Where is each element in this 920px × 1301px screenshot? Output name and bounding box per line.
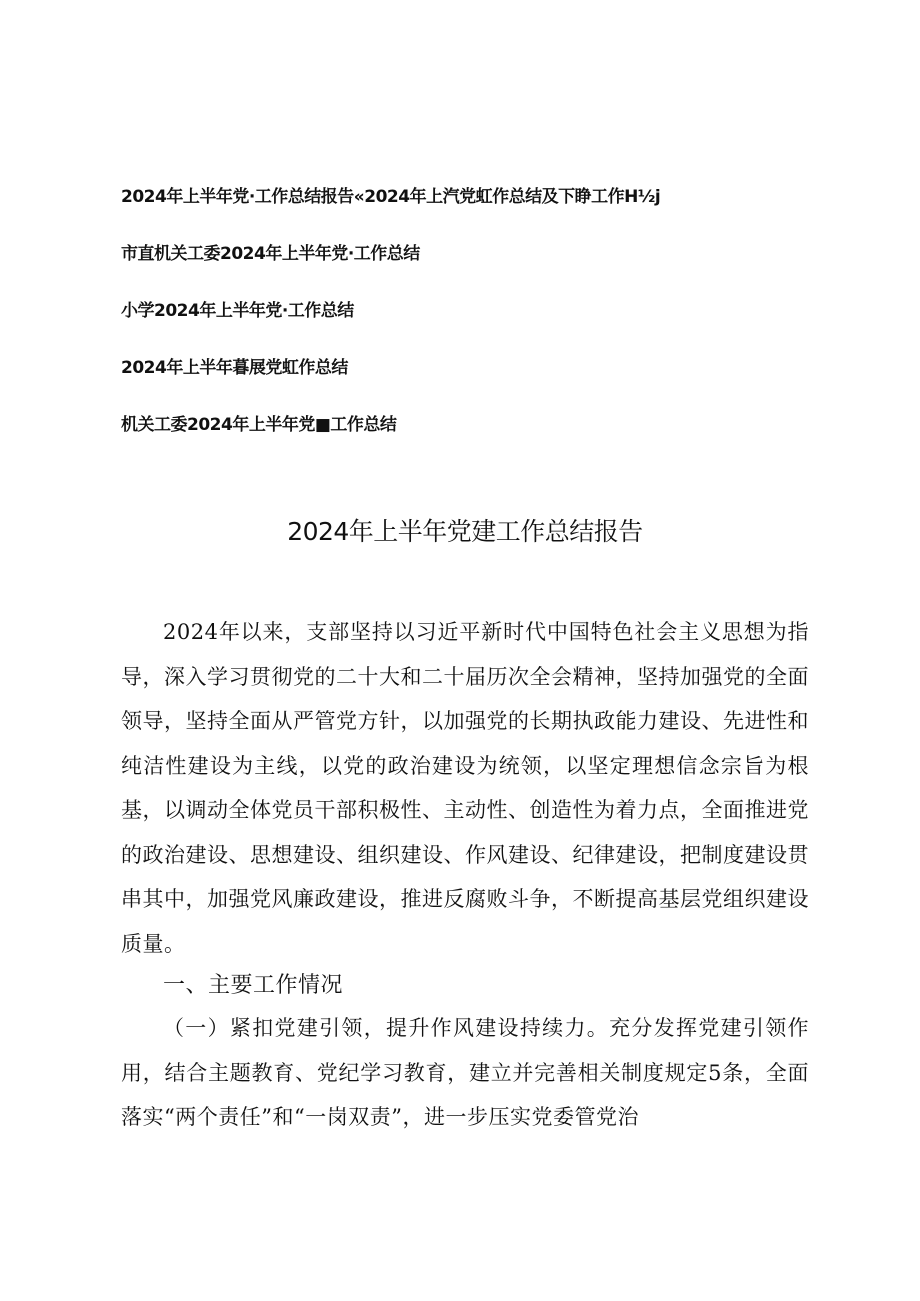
related-document-link[interactable]: 市直机关工委2024年上半年党·工作总结: [121, 244, 420, 264]
document-title: 2024年上半年党建工作总结报告: [287, 517, 643, 546]
section-paragraph: （一）紧扣党建引领，提升作风建设持续力。充分发挥党建引领作用，结合主题教育、党纪学习教育，建立并完善相关制度规定5条，全面落实“两个责任”和“一岗双责”，进一步压实党委管党治: [121, 1016, 809, 1129]
section-heading: 一、主要工作情况: [163, 973, 344, 998]
related-document-link[interactable]: 小学2024年上半年党·工作总结: [121, 301, 354, 321]
related-document-link[interactable]: 2024年上半年党·工作总结报告«2024年上汽党虹作总结及下睁工作H½j: [121, 187, 661, 207]
related-documents-list: [121, 186, 821, 471]
document-body: [121, 610, 809, 1140]
related-document-link[interactable]: 机关工委2024年上半年党■工作总结: [121, 415, 397, 435]
intro-paragraph: 2024年以来，支部坚持以习近平新时代中国特色社会主义思想为指导，深入学习贯彻党的二十大和二十届历次全会精神，坚持加强党的全面领导，坚持全面从严管党方针，以加强党的长期执政能力建设、先进性和纯洁性建设为主线，以党的政治建设为统领，以坚定理想信念宗旨为根基，以调动全体党员干部积极性、主动性、创造性为着力点，全面推进党的政治建设、思想建设、组织建设、作风建设、纪律建设，把制度建设贯串其中，加强党风廉政建设，推进反腐败斗争，不断提高基层党组织建设质量。: [121, 620, 809, 956]
related-document-link[interactable]: 2024年上半年暮展党虹作总结: [121, 358, 348, 378]
